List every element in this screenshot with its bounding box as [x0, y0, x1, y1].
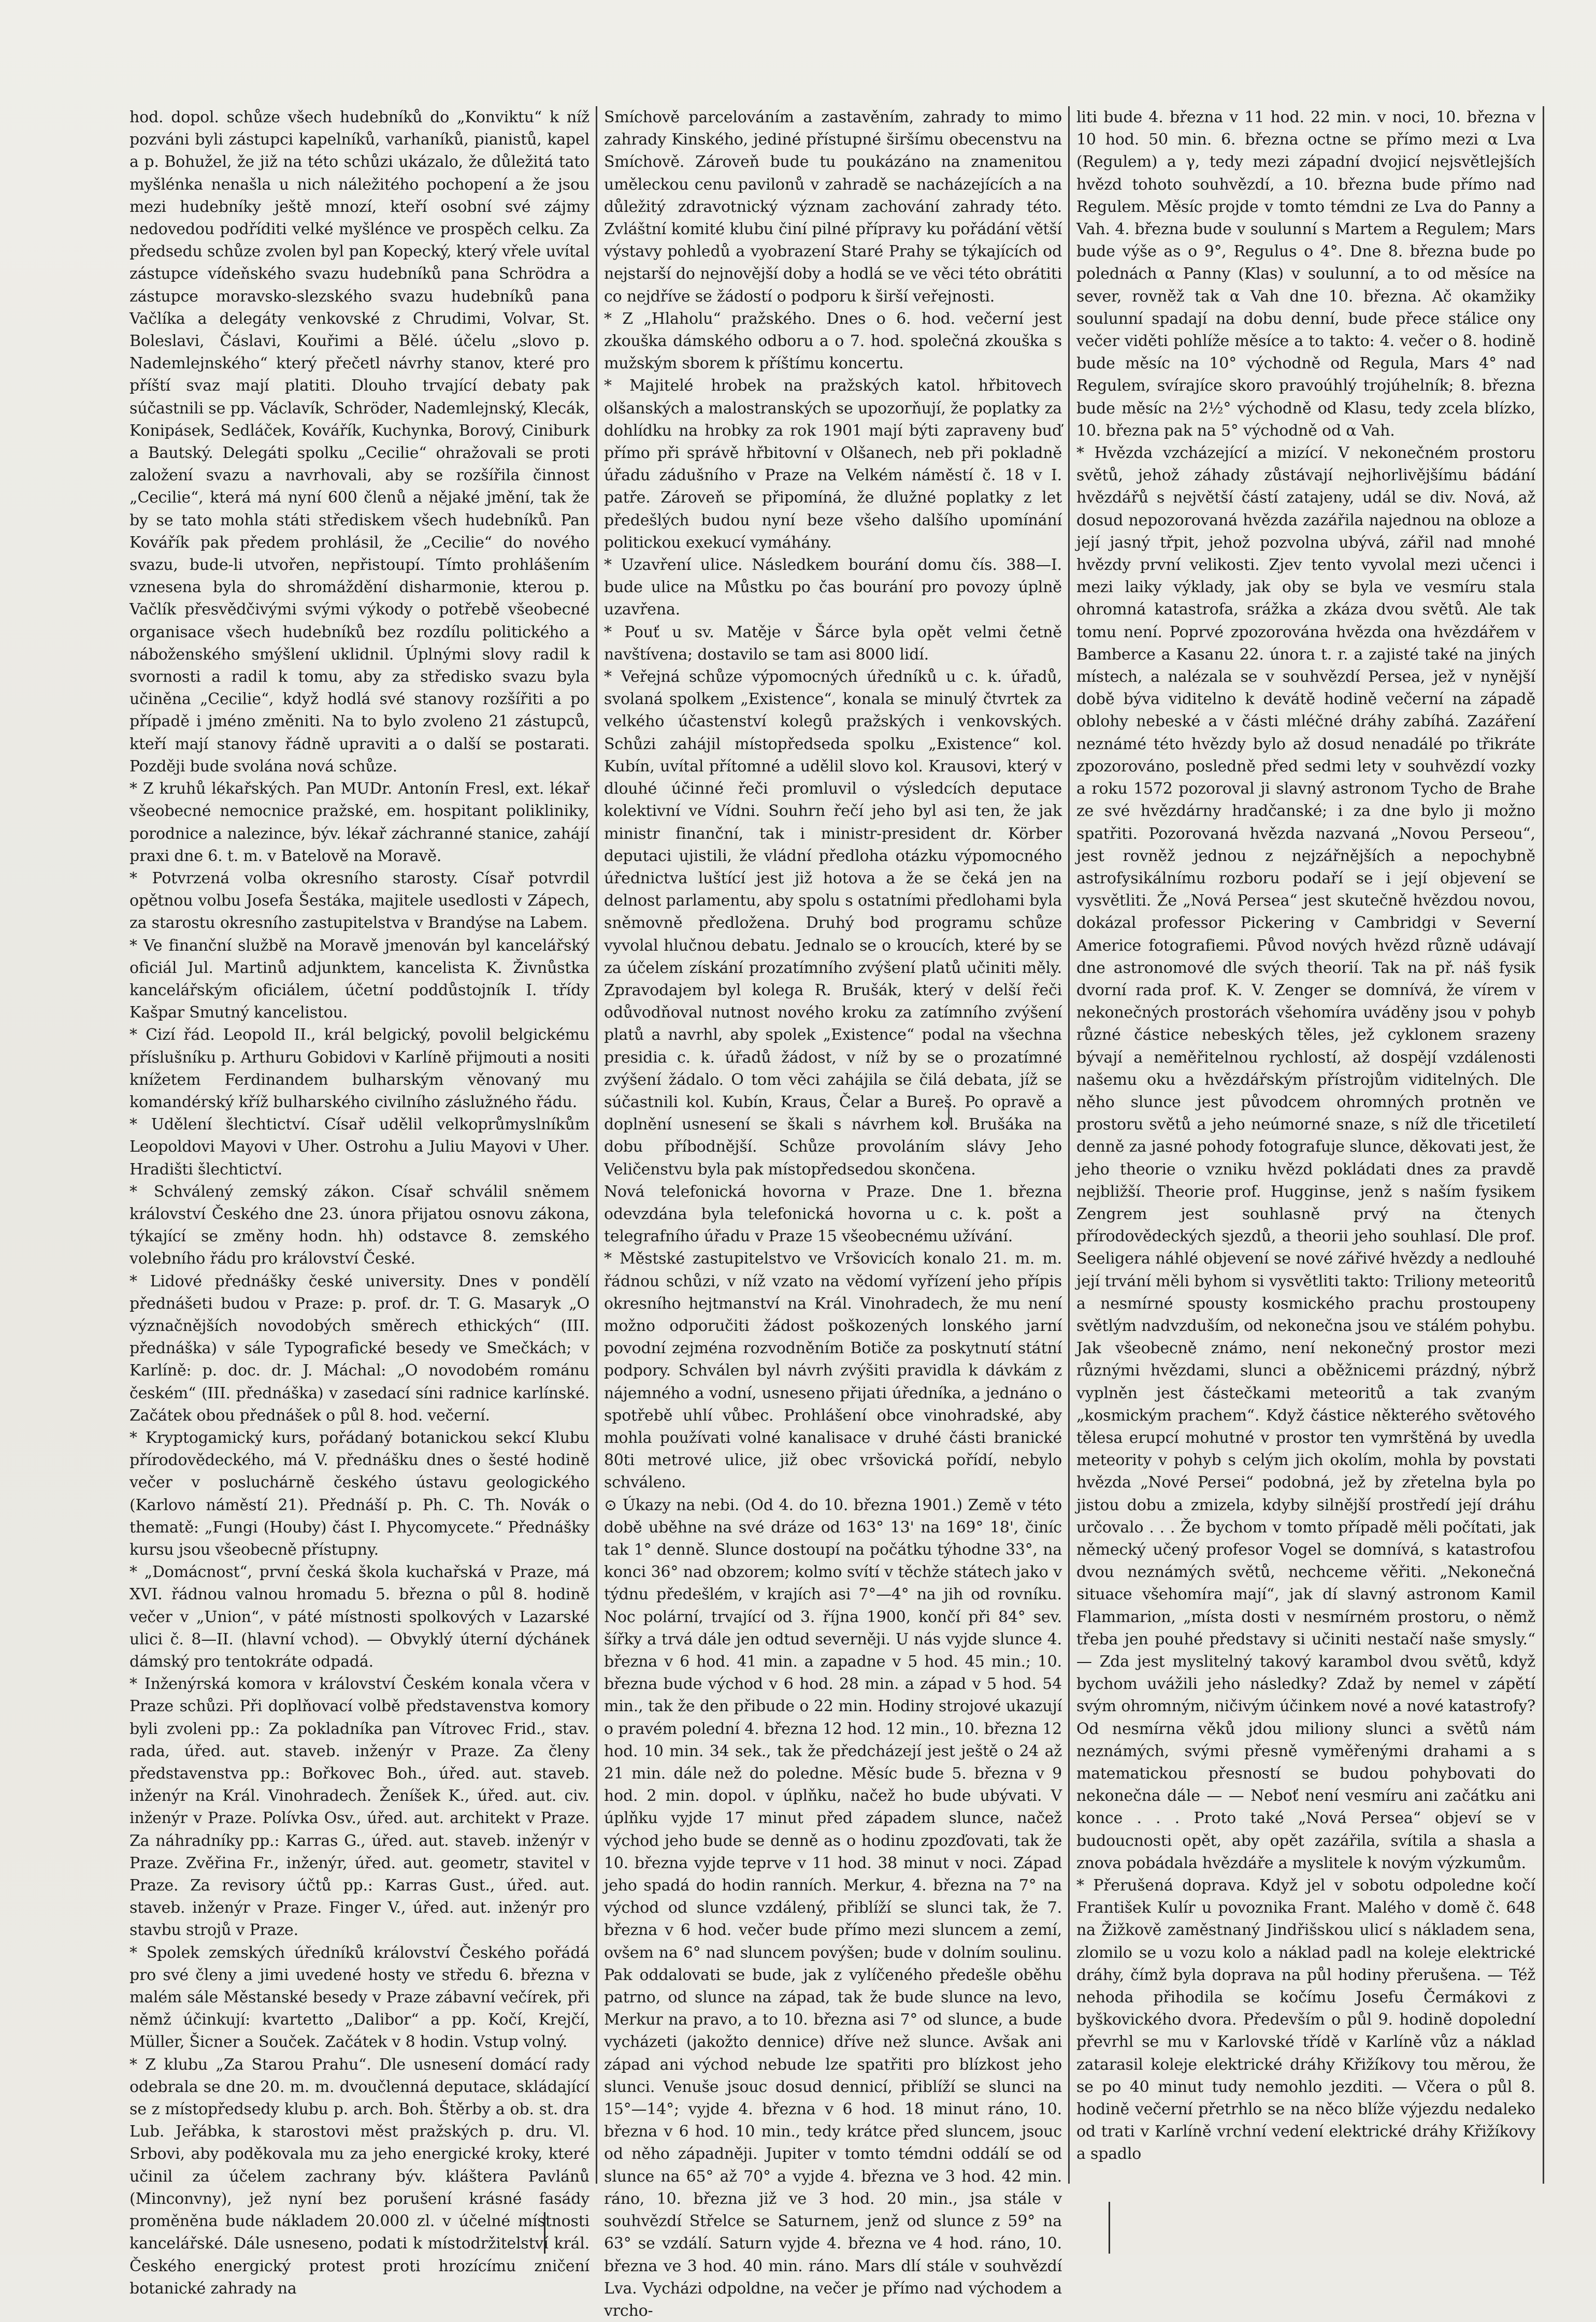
- article-paragraph: * Pouť u sv. Matěje v Šárce byla opět velmi četně navštívena; dostavilo se tam asi 8000 lidí.: [604, 623, 1062, 664]
- column-divider: [1543, 106, 1544, 2184]
- article-paragraph: * Uzavření ulice. Následkem bourání domu čís. 388—I. bude ulice na Můstku po čas bourání pro povozy úplně uzavřena.: [604, 556, 1062, 619]
- column-left: [130, 106, 589, 2298]
- article-paragraph: * Potvrzená volba okresního starosty. Císař potvrdil opětnou volbu Josefa Šestáka, majitele usedlosti v Zápech, za starostu okresního zastupitelstva v Brandýse na Labem.: [130, 869, 589, 933]
- article-paragraph: * Schválený zemský zákon. Císař schválil sněmem království Českého dne 23. února přijatou osnovu zákona, týkající se změny hodn. hh) odstavce 8. zemského volebního řádu pro království České.: [130, 1182, 589, 1268]
- article-paragraph: * Cizí řád. Leopold II., král belgický, povolil belgickému příslušníku p. Arthuru Gobidovi v Karlíně přijmouti a nositi knížetem Ferdinandem bulharským věnovaný mu komandérský kříž bulharského civilního záslužného řádu.: [130, 1026, 589, 1111]
- article-paragraph: * Hvězda vzcházející a mizící. V nekonečném prostoru světů, jehož záhady zůstávají nejhorlivějšímu bádání hvězdářů s největší částí zatajeny, udál se div. Nová, až dosud nepozorovaná hvězda zazářila najednou na obloze a její jasný třpit, jehož pozvolna ubývá, zářil nad mnohé hvězdy první velikosti. Zjev tento vyvolal mezi učenci i mezi laiky výklady, jak oby se byla ve vesmíru stala ohromná katastrofa, srážka a zkáza dvou světů. Ale tak tomu není. Poprvé zpozorována hvězda ona hvězdářem v Bamberce a Kasanu 22. února t. r. a zajisté také na jiných místech, a nalézala se v souhvězdí Persea, jež v nynější době býva viditelno k devátě hodině večerní na západě oblohy nebeské a v části mléčné dráhy zabíhá. Zazáření neznámé této hvězdy bylo až dosud nenadálé po třikráte zpozorováno, posledně před sedmi lety v souhvězdí vozky a roku 1572 pozoroval ji slavný astronom Tycho de Brahe ze své hvězdárny hradčanské; i za dne bylo ji možno spatřiti. Pozorovaná hvězda nazvaná „Novou Perseou“, jest rovněž jednou z nejzářnějších a nepochybně astrofysikálnímu rozboru podaří se i její objevení se vysvětliti. Že „Nová Persea“ jest skutečně hvězdou novou, dokázal professor Pickering v Cambridgi v Severní Americe fotografiemi. Původ nových hvězd různě udávají dne astronomové dle svých theorií. Tak na př. náš fysik dvorní rada prof. K. V. Zenger se domnívá, že vírem v nekonečných prostorách všehomíra uváděny jsou v pohyb různé částice nebeských těles, jež cyklonem srazeny bývají a neměřitelnou rychlostí, až dospějí vzdálenosti našemu oku a hvězdářským přístrojům viditelných. Dle něho slunce jest původcem ohromných protněn ve prostoru světů a jeho neúmorné snaze, s níž dle třicetiletí denně za jasné pohody fotografuje slunce, děkovati jest, že jeho theorie o vzniku hvězd pokládati dnes za pravdě nejbližší. Theorie prof. Hugginse, jenž s naším fysikem Zengrem jest souhlasně prvý na čtenych přírodovědeckých sjezdů, a theorii jeho souhlasí. Dle prof. Seeligera náhlé objevení se nové zářivé hvězdy a nedlouhé její trvání měli byhom si vysvětliti takto: Triliony meteoritů a nesmírné spousty kosmického prachu prostoupeny světlým nadvzduším, od nekonečna jsou ve stálém pohybu. Jak všeobecně známo, není nekonečný prostor mezi různými hvězdami, slunci a oběžnicemi prázdný, nýbrž vyplněn jest částečkami meteoritů a tak zvaným „kosmickým prachem“. Když částice některého světového tělesa erupcí mohutné v prostor ten vymrštěná by uvedla meteority v pohyb s celým jich okolím, mohla by povstati hvězda „Nové Persei“ podobná, jež by zřetelna byla po jistou dobu a zmizela, kdyby silnější prostředí její dráhu určovalo . . . Že bychom v tomto případě měli počítati, jak německý učený profesor Vogel se domnívá, s katastrofou dvou neznámých světů, nechceme věřiti. „Nekonečná situace všehomíra mají“, jak dí slavný astronom Kamil Flammarion, „místa dosti v nesmírném prostoru, o němž třeba jen pouhé představy si učiniti nestačí naše smysly.“ — Zda jest myslitelný takový karambol dvou světů, když bychom uvážili jeho následky? Zdaž by nemel v zápětí svým ohromným, ničivým účinkem nové a nové katastrofy? Od nesmírna věků jdou miliony slunci a světů nám neznámých, svými přesně vyměřenými drahami a s matematickou přesností se budou pohybovati do nekonečna dále — — Neboť není vesmíru ani začátku ani konce . . . Proto také „Nová Persea“ objeví se v budoucnosti opět, aby opět zazářila, svítila a shasla a znova pobádala hvězdáře a myslitele k novým výzkumům.: [1076, 444, 1535, 1872]
- article-paragraph: * Udělení šlechtictví. Císař udělil velkoprůmyslníkům Leopoldovi Mayovi v Uher. Ostrohu a Juliu Mayovi v Uher. Hradišti šlechtictví.: [130, 1115, 589, 1179]
- article-paragraph: * Veřejná schůze výpomocných úředníků u c. k. úřadů, svolaná spolkem „Existence“, konala se minulý čtvrtek za velkého účastenství kolegů pražských i venkovských. Schůzi zahájil místopředseda spolku „Existence“ kol. Kubín, uvítal přítomné a udělil slovo kol. Krausovi, který v dlouhé účinné řeči promluvil o výsledcích deputace kolektivní ve Vídni. Souhrn řečí jeho byl asi ten, že jak ministr finanční, tak i ministr-president dr. Körber deputaci ujistili, že vládní předloha otázku výpomocného úřednictva luštící jest již hotova a že se čeká jen na delnost parlamentu, aby spolu s ostatními předlohami byla sněmovně předložena. Druhý bod programu schůze vyvolal hlučnou debatu. Jednalo se o kroucích, které by se za účelem získání prozatímního zvýšení platů učiniti měly. Zpravodajem byl kolega R. Brušák, který v delší řeči odůvodňoval nutnost nového kroku za zatímního zvýšení platů a navrhl, aby spolek „Existence“ podal na všechna presidia c. k. úřadů žádost, v níž by se o prozatímné zvýšení žádalo. O tom věci zahájila se čilá debata, jíž se súčastnili kol. Kubín, Kraus, Čelar a Bureš. Po opravě a doplnění usnesení se škali s návrhem kol. Brušáka na dobu příbodnější. Schůze provoláním slávy Jeho Veličenstvu byla pak místopředsedou skončena.: [604, 668, 1062, 1179]
- article-paragraph: hod. dopol. schůze všech hudebníků do „Konviktu“ k níž pozváni byli zástupci kapelníků, varhaníků, pianistů, kapel a p. Bohužel, že již na této schůzi ukázalo, že důležitá tato myšlénka nenašla u nich náležitého pochopení a že jsou mezi hudebníky ještě mnozí, kteří osobní své zájmy nedovedou podříditi velké myšlénce ve prospěch celku. Za předsedu schůze zvolen byl pan Kopecký, který vřele uvítal zástupce vídeňského svazu hudebníků pana Schrödra a zástupce moravsko-slezského svazu hudebníků pana Vačlíka a delegáty venkovské z Chrudimi, Volvar, St. Boleslavi, Čáslavi, Kouřimi a Bělé. účelu „slovo p. Nademlejnského“ který přečetl návrhy stanov, které pro příští svaz mají platiti. Dlouho trvající debaty pak súčastnili se pp. Václavík, Schröder, Nademlejnský, Klecák, Konipásek, Sedláček, Kovářík, Kuchynka, Borový, Ciniburk a Bautský. Delegáti spolku „Cecilie“ ohražovali se proti založení svazu a navrhovali, aby se rozšířila činnost „Cecilie“, která má nyní 600 členů a nějaké jmění, tak že by se tato mohla státi střediskem všech hudebníků. Pan Kovářík pak předem prohlásil, že „Cecilie“ do nového svazu, bude-li utvořen, nepřistoupí. Tímto prohlášením vznesena byla do shromáždění disharmonie, kterou p. Vačlík přesvědčivými svými výkody o potřebě všeobecné organisace všech hudebníků bez rozdílu politického a náboženského smýšlení uklidnil. Úplnými slovy radil k svornosti a radil k tomu, aby za středisko svazu byla učiněna „Cecilie“, když hodlá své stanovy rozšířiti a po případě i jméno změniti. Na to bylo zvoleno 21 zástupců, kteří mají stanovy řádně upraviti a o další se postarati. Později bude svolána nová schůze.: [130, 108, 589, 776]
- article-paragraph: Smíchově parcelováním a zastavěním, zahrady to mimo zahrady Kinského, jediné přístupné širšímu obecenstvu na Smíchově. Zároveň bude tu poukázáno na znamenitou uměleckou cenu pavilonů v zahradě se nacházejících a na důležitý zdravotnický význam zachování zahrady této. Zvláštní komité klubu činí pilné přípravy ku pořádání větší výstavy pohledů a vyobrazení Staré Prahy se týkajících od nejstarší do nejnovější doby a hodlá se ve věci této obrátiti co nejdříve se žádostí o podporu k širší veřejnosti.: [604, 108, 1062, 306]
- column-middle: [604, 106, 1062, 2320]
- article-paragraph: ⊙ Úkazy na nebi. (Od 4. do 10. března 1901.) Země v této době uběhne na své dráze od 163° 13' na 169° 18', činíc tak 1° denně. Slunce dostoupí na počátku týhodne 33°, na konci 36° nad obzorem; kolmo svítí v těchže státech jako v týdnu předešlém, v krajích asi 7°—4° na jih od rovníku. Noc polární, trvající od 3. října 1900, končí při 84° sev. šířky a trvá dále jen odtud severněji. U nás vyjde slunce 4. března v 6 hod. 41 min. a zapadne v 5 hod. 45 min.; 10. března bude východ v 6 hod. 28 min. a západ v 5 hod. 54 min., tak že den přibude o 22 min. Hodiny strojové ukazují o pravém polední 4. března 12 hod. 12 min., 10. března 12 hod. 10 min. 34 sek., tak že předcházejí jest ještě o 24 až 21 min. dále než do poledne. Měsíc bude 5. března v 9 hod. 2 min. dopol. v úplňku, načež ho bude ubývati. V úplňku vyjde 17 minut před západem slunce, načež východ jeho bude se denně as o hodinu zpozďovati, tak že 10. března vyjde teprve v 11 hod. 38 minut v noci. Západ jeho spadá do hodin ranních. Merkur, 4. března na 7° na východ od slunce vzdálený, přiblíží se slunci tak, že 7. března v 6 hod. večer bude přímo mezi sluncem a zemí, ovšem na 6° nad sluncem povýšen; bude v dolním soulinu. Pak oddalovati se bude, jak z vylíčeného předešle oběhu patrno, od slunce na západ, tak že bude slunce na levo, Merkur na pravo, a to 10. března asi 7° od slunce, a bude vycházeti (jakožto dennice) dříve než slunce. Avšak ani západ ani východ nebude lze spatřiti pro blízkost jeho slunci. Venuše jsouc dosud dennicí, přiblíží se slunci na 15°—14°; vyjde 4. března v 6 hod. 18 minut ráno, 10. března v 6 hod. 10 min., tedy krátce před sluncem, jsouc od něho západněji. Jupiter v tomto témdni oddálí se od slunce na 65° až 70° a vyjde 4. března ve 3 hod. 42 min. ráno, 10. března již ve 3 hod. 20 min., jsa stále v souhvězdí Střelce se Saturnem, jenž od slunce z 59° na 63° se vzdálí. Saturn vyjde 4. března ve 4 hod. ráno, 10. března ve 3 hod. 40 min. ráno. Mars dlí stále v souhvězdí Lva. Vycházi odpoldne, na večer je přímo nad východem a vrcho-: [604, 1496, 1062, 2320]
- article-paragraph: Nová telefonická hovorna v Praze. Dne 1. března odevzdána byla telefonická hovorna u c. k. pošt a telegrafního úřadu v Praze 15 všeobecnému užívání.: [604, 1182, 1062, 1246]
- column-right: [1076, 106, 1535, 2184]
- article-paragraph: * Přerušená doprava. Když jel v sobotu odpoledne kočí František Kulír u povoznika Frant. Malého v domě č. 648 na Žižkově zaměstnaný Jindřišskou ulicí s nákladem sena, zlomilo se u vozu kolo a náklad padl na koleje elektrické dráhy, čímž byla doprava na půl hodiny přerušena. — Též nehoda přihodila se kočímu Josefu Čermákovi z byškovického dvora. Především o půl 9. hodině dopolední převrhl se mu v Karlovské třídě v Karlíně vůz a náklad zatarasil koleje elektrické dráhy Křižíkovy tou měrou, že se po 40 minut tudy nemohlo jezditi. — Včera o půl 8. hodině večerní přetrhlo se na něco blíže výjezdu nedaleko od trati v Karlíně vrchní vedení elektrické dráhy Křižíkovy a spadlo: [1076, 1876, 1535, 2163]
- article-paragraph: liti bude 4. března v 11 hod. 22 min. v noci, 10. března v 10 hod. 50 min. 6. března octne se přímo mezi α Lva (Regulem) a γ, tedy mezi západní dvojicí nejsvětlejších hvězd tohoto souhvězdí, a 10. března bude přímo nad Regulem. Měsíc projde v tomto témdni ze Lva do Panny a Vah. 4. března bude v soulunní s Martem a Regulem; Mars bude výše as o 9°, Regulus o 4°. Dne 8. března bude po polednách α Panny (Klas) v soulunní, a to od měsíce na sever, rovněž tak α Vah dne 10. března. Ač okamžiky soulunní spadají na dobu denní, bude přece stálice ony večer viděti pohlíže měsíce a to takto: 4. večer o 8. hodině bude měsíc na 10° východně od Regula, Mars 4° nad Regulem, svírajíce skoro pravoúhlý trojúhelník; 8. března bude měsíc na 2½° východně od Klasu, tedy zcela blízko, 10. března pak na 5° východně od α Vah.: [1076, 108, 1535, 440]
- article-paragraph: * „Domácnost“, první česká škola kuchařská v Praze, má XVI. řádnou valnou hromadu 5. března o půl 8. hodině večer v „Union“, v páté místnosti spolkových v Lazarské ulici č. 8—II. (hlavní vchod). — Obvyklý úterní dýchánek dámský pro tentokráte odpadá.: [130, 1563, 589, 1671]
- article-paragraph: * Majitelé hrobek na pražských katol. hřbitovech olšanských a malostranských se upozorňují, že poplatky za dohlídku na hrobky za rok 1901 mají býti zapraveny buď přímo při správě hřbitovní v Olšanech, neb při pokladně úřadu zádušního v Praze na Velkém náměstí č. 18 v I. patře. Zároveň se připomíná, že dlužné poplatky z let předešlých budou nyní beze všeho dalšího upomínání politickou exekucí vymáhány.: [604, 377, 1062, 552]
- article-paragraph: * Z „Hlaholu“ pražského. Dnes o 6. hod. večerní jest zkouška dámského odboru a o 7. hod. společná zkouška s mužským sborem k příštímu koncertu.: [604, 309, 1062, 373]
- article-paragraph: * Z kruhů lékařských. Pan MUDr. Antonín Fresl, ext. lékař všeobecné nemocnice pražské, em. hospitant polikliniky, porodnice a nalezince, býv. lékař záchranné stanice, zahájí praxi dne 6. t. m. v Batelově na Moravě.: [130, 780, 589, 865]
- column-divider: [596, 106, 597, 2184]
- article-paragraph: * Inženýrská komora v království Českém konala včera v Praze schůzi. Při doplňovací volbě představenstva komory byli zvoleni pp.: Za pokladníka pan Vítrovec Frid., stav. rada, úřed. aut. staveb. inženýr v Praze. Za členy představenstva pp.: Bořkovec Boh., úřed. aut. staveb. inženýr na Král. Vinohradech. Ženíšek K., úřed. aut. civ. inženýr v Praze. Polívka Osv., úřed. aut. architekt v Praze. Za náhradníky pp.: Karras G., úřed. aut. staveb. inženýr v Praze. Zvěřina Fr., inženýr, úřed. aut. geometr, stavitel v Praze. Za revisory účtů pp.: Karras Gust., úřed. aut. staveb. inženýr v Praze. Finger V., úřed. aut. inženýr pro stavbu strojů v Praze.: [130, 1675, 589, 1940]
- article-paragraph: * Ve finanční službě na Moravě jmenován byl kancelářský oficiál Jul. Martinů adjunktem, kancelista K. Živnůstka kancelářským oficiálem, účetní poddůstojník I. třídy Kašpar Smutný kancelistou.: [130, 936, 589, 1022]
- article-paragraph: * Lidové přednášky české university. Dnes v pondělí přednášeti budou v Praze: p. prof. dr. T. G. Masaryk „O význačnějších novodobých směrech ethických“ (III. přednáška) v sále Typografické besedy ve Smečkách; v Karlíně: p. doc. dr. J. Máchal: „O novodobém románu českém“ (III. přednáška) v zasedací síni radnice karlínské. Začátek obou přednášek o půl 8. hod. večerní.: [130, 1272, 589, 1425]
- article-paragraph: * Spolek zemských úředníků království Českého pořádá pro své členy a jimi uvedené hosty ve středu 6. března v malém sále Městanské besedy v Praze zábavní večírek, při němž účinkují: kvartetto „Dalibor“ a pp. Kočí, Krejčí, Müller, Šicner a Souček. Začátek v 8 hodin. Vstup volný.: [130, 1943, 589, 2052]
- page-fold-line: [1109, 2202, 1110, 2254]
- column-divider: [1068, 106, 1070, 2184]
- article-paragraph: * Městské zastupitelstvo ve Vršovicích konalo 21. m. m. řádnou schůzi, v níž vzato na vědomí vyřízení jeho přípis okresního hejtmanství na Král. Vinohradech, že mu není možno odporučiti žádost poškozených lonského jarní povodní zejména rozvodněním Botiče za poskytnutí státní podpory. Schválen byl návrh zvýšiti pravidla k dávkám z nájemného a vodní, usneseno přijati úředníka, a jednáno o spotřebě uhlí vůbec. Prohlášení obce vinohradské, aby mohla používati volné kanalisace v druhé části branické 80ti metrové ulice, již obec vršovická pořídí, nebylo schváleno.: [604, 1250, 1062, 1492]
- article-paragraph: * Z klubu „Za Starou Prahu“. Dle usnesení domácí rady odebrala se dne 20. m. m. dvoučlenná deputace, skládající se z místopředsedy klubu p. arch. Boh. Štěrby a ob. st. dra Lub. Jeřábka, k starostovi měst pražských p. dru. Vl. Srbovi, aby poděkovala mu za jeho energické kroky, které učinil za účelem zachrany býv. kláštera Pavlánů (Minconvny), jež nyní bez porušení krásné fasády proměněna bude nákladem 20.000 zl. v účelné místnosti kancelářské. Dále usneseno, podati k místodržitelství král. Českého energický protest proti hrozícímu zničení botanické zahrady na: [130, 2055, 589, 2298]
- article-paragraph: * Kryptogamický kurs, pořádaný botanickou sekcí Klubu přírodovědeckého, má V. přednášku dnes o šesté hodině večer v posluchárně českého ústavu geologického (Karlovo náměstí 21). Přednáší p. Ph. C. Th. Novák o thematě: „Fungi (Houby) část I. Phycomycete.“ Přednášky kursu jsou všeobecně přístupny.: [130, 1428, 589, 1559]
